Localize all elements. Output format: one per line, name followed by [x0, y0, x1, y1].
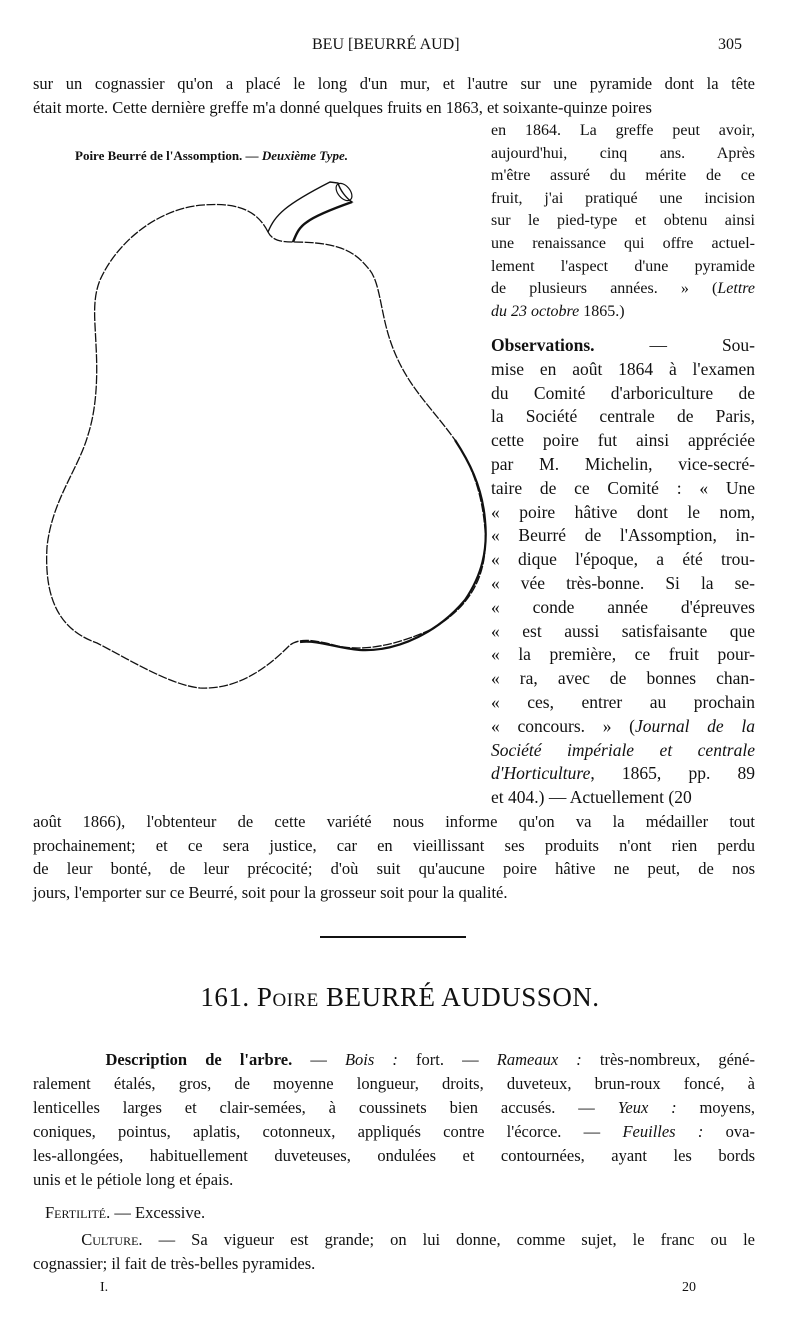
text-segment: « dique l'époque, a été trou-	[491, 549, 755, 570]
pear-shadow-edge	[300, 440, 486, 650]
text-line	[491, 691, 755, 715]
text-segment: sur un cognassier qu'on a placé le long d'un mur, et l'autre sur une pyramide dont la tête	[33, 74, 755, 93]
text-segment: du Comité d'arboriculture de	[491, 382, 755, 403]
text-line	[491, 477, 755, 501]
pear-stem-shadow	[293, 202, 352, 242]
text-segment: aujourd'hui, cinq ans. Après	[491, 144, 755, 162]
text-line	[491, 334, 755, 358]
text-segment: lement l'aspect d'une pyramide	[491, 257, 755, 275]
text-segment: jours, l'emporter sur ce Beurré, soit pour la grosseur soit pour la qualité.	[33, 883, 508, 903]
text-line	[491, 739, 755, 763]
text-segment: ralement étalés, gros, de moyenne longueur, droits, duveteux, brun-roux foncé, à	[33, 1074, 755, 1093]
text-segment: d'Horticulture	[491, 763, 591, 784]
paragraph-observations-end	[33, 810, 755, 905]
text-line	[491, 165, 755, 188]
text-segment: Yeux :	[617, 1098, 677, 1117]
pear-outline	[47, 204, 486, 688]
text-line	[491, 210, 755, 233]
text-segment: Observations.	[491, 335, 595, 355]
text-segment: par M. Michelin, vice-secré-	[491, 453, 755, 474]
text-segment: coniques, pointus, aplatis, cotonneux, appliqués contre l'écorce. —	[33, 1122, 623, 1141]
text-line	[491, 278, 755, 301]
text-line	[33, 810, 755, 834]
signature-mark: I.	[100, 1280, 109, 1295]
text-line	[491, 524, 755, 548]
text-line	[491, 143, 755, 166]
text-segment: « conde année d'épreuves	[491, 596, 755, 617]
text-line	[33, 857, 755, 881]
text-line	[491, 501, 755, 525]
text-line	[33, 834, 755, 858]
text-line	[491, 188, 755, 211]
text-segment: Société impériale et centrale	[491, 739, 755, 760]
text-segment: Fertilité.	[45, 1203, 111, 1222]
text-segment: sur le pied-type et obtenu ainsi	[491, 212, 755, 230]
text-segment: « ces, entrer au prochain	[491, 691, 755, 712]
text-segment: et 404.) — Actuellement (20	[491, 787, 692, 808]
text-line	[33, 881, 755, 905]
text-line	[491, 358, 755, 382]
text-line	[33, 1120, 755, 1144]
text-line	[45, 1201, 755, 1225]
text-segment: cette poire fut ainsi appréciée	[491, 430, 755, 451]
text-segment: fort. —	[397, 1050, 497, 1069]
running-title: BEU [BEURRÉ AUD]	[312, 36, 460, 53]
text-segment: « est aussi satisfaisante que	[491, 620, 755, 641]
text-segment: « ra, avec de bonnes chan-	[491, 668, 755, 689]
text-segment: — Sa vigueur est grande; on lui donne, comme sujet, le franc ou le	[142, 1230, 755, 1249]
paragraph-fertility	[45, 1201, 755, 1225]
text-segment: en 1864. La greffe peut avoir,	[491, 122, 755, 139]
text-segment: Feuilles :	[622, 1122, 704, 1141]
text-line	[491, 596, 755, 620]
text-segment: unis et le pétiole long et épais.	[33, 1170, 234, 1189]
text-segment: fruit, j'ai pratiqué une incision	[491, 189, 755, 207]
text-line	[491, 786, 755, 810]
text-line	[491, 548, 755, 572]
section-number: 161.	[200, 982, 257, 1012]
text-segment: moyens,	[676, 1098, 755, 1117]
text-segment: ova-	[703, 1122, 755, 1141]
text-segment: une renaissance qui offre actuel-	[491, 234, 755, 252]
section-divider	[320, 936, 466, 938]
text-line	[491, 667, 755, 691]
text-line	[491, 643, 755, 667]
paragraph-description	[33, 1048, 755, 1192]
pear-stem-cut	[333, 180, 355, 203]
text-line	[491, 405, 755, 429]
text-line	[491, 715, 755, 739]
text-segment: « vée très-bonne. Si la se-	[491, 572, 755, 593]
paragraph-observations	[491, 334, 755, 810]
text-segment: Journal de la	[635, 715, 755, 736]
text-segment: les-allongées, habituellement duveteuses, ondulées et contournées, ayant les bords	[33, 1146, 755, 1165]
text-segment: très-nombreux, géné-	[581, 1050, 755, 1069]
sheet-number: 20	[682, 1280, 696, 1295]
text-line	[33, 1048, 755, 1072]
text-segment: de plusieurs années. » (	[491, 280, 718, 298]
text-segment	[33, 1230, 81, 1249]
text-line	[491, 256, 755, 279]
text-segment: « la première, ce fruit pour-	[491, 644, 755, 665]
paragraph-letter-end	[491, 120, 755, 323]
text-segment: de leur bonté, de leur précocité; d'où suit qu'aucune poire hâtive ne peut, de nos	[33, 859, 755, 879]
text-segment: était morte. Cette dernière greffe m'a donné quelques fruits en 1863, et soixante-quinze poires	[33, 98, 652, 117]
text-segment: 1865.)	[579, 302, 625, 320]
text-line	[491, 762, 755, 786]
section-prefix: Poire	[256, 982, 319, 1012]
text-segment: Rameaux :	[496, 1050, 582, 1069]
text-segment: du 23 octobre	[491, 302, 580, 320]
text-segment: — Sou-	[594, 335, 755, 355]
text-line	[491, 233, 755, 256]
text-line	[33, 1144, 755, 1168]
caption-main: Poire Beurré de l'Assomption. —	[75, 148, 262, 163]
text-segment: lenticelles larges et clair-semées, à coussinets bien accusés. —	[33, 1098, 618, 1117]
text-line	[33, 1252, 755, 1276]
pear-stem	[268, 182, 352, 242]
section-name: BEURRÉ AUDUSSON.	[318, 982, 600, 1012]
text-segment: mise en août 1864 à l'examen	[491, 358, 755, 379]
text-line	[491, 382, 755, 406]
text-segment: Bois :	[344, 1050, 398, 1069]
text-segment: Lettre	[717, 280, 755, 298]
text-line	[33, 1168, 755, 1192]
caption-italic: Deuxième Type.	[261, 148, 348, 163]
text-line	[491, 301, 755, 324]
text-segment: la Société centrale de Paris,	[491, 406, 755, 427]
text-line	[491, 620, 755, 644]
section-title	[0, 982, 800, 1013]
text-segment	[33, 1050, 106, 1069]
text-segment: — Excessive.	[110, 1203, 206, 1222]
paragraph-culture	[33, 1228, 755, 1276]
text-line	[491, 572, 755, 596]
text-segment: taire de ce Comité : « Une	[491, 477, 755, 498]
text-segment: , 1865, pp. 89	[590, 763, 755, 784]
page-number: 305	[718, 36, 742, 53]
text-segment: Description de l'arbre.	[105, 1050, 293, 1069]
text-segment: cognassier; il fait de très-belles pyramides.	[33, 1254, 316, 1273]
text-line	[33, 1096, 755, 1120]
text-line	[33, 1072, 755, 1096]
text-segment: prochainement; et ce sera justice, car en vieillissant ses produits n'ont rien perdu	[33, 835, 755, 855]
text-segment: —	[292, 1050, 345, 1069]
text-segment: Culture.	[81, 1230, 143, 1249]
text-segment: « concours. » (	[491, 715, 635, 736]
text-segment: août 1866), l'obtenteur de cette variété nous informe qu'on va la médailler tout	[33, 812, 755, 831]
text-segment: « poire hâtive dont le nom,	[491, 501, 755, 522]
text-line	[491, 453, 755, 477]
text-line	[491, 429, 755, 453]
text-line	[33, 1228, 755, 1252]
text-line	[491, 120, 755, 143]
text-segment: « Beurré de l'Assomption, in-	[491, 525, 755, 546]
text-segment: m'être assuré du mérite de ce	[491, 167, 755, 185]
